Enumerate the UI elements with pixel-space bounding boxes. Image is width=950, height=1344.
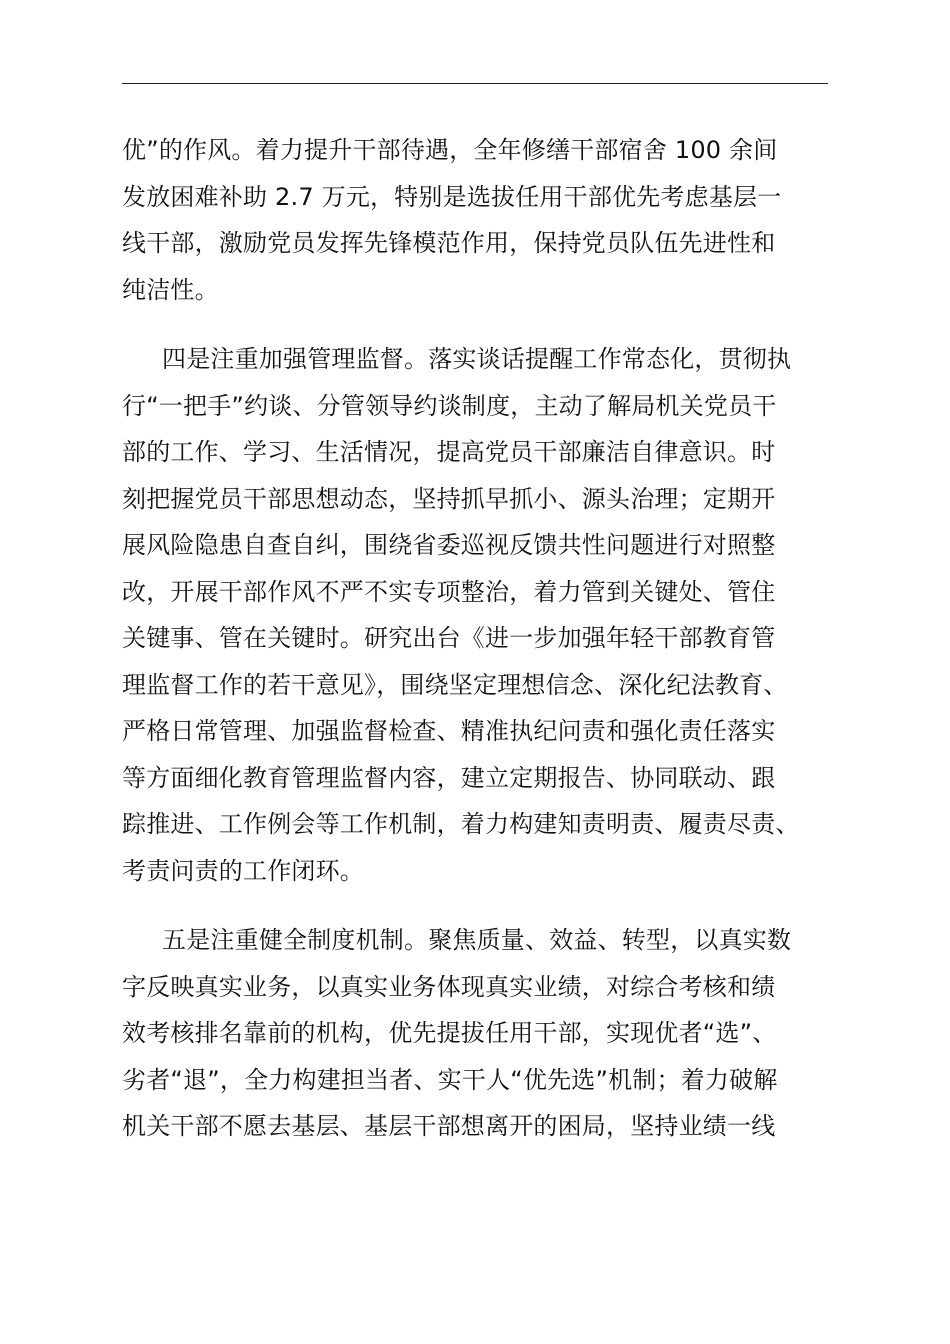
paragraph — [122, 127, 862, 313]
text-line: 等方面细化教育管理监督内容，建立定期报告、协同联动、跟 — [122, 763, 776, 792]
text-line: 机关干部不愿去基层、基层干部想离开的困局，坚持业绩一线 — [122, 1112, 776, 1140]
paragraph — [122, 336, 862, 894]
text-line: 字反映真实业务，以真实业务体现真实业绩，对综合考核和绩 — [122, 972, 776, 1001]
text-line: 踪推进、工作例会等工作机制，着力构建知责明责、履责尽责、 — [122, 810, 800, 838]
text-line: 纯洁性。 — [122, 275, 219, 304]
text-line: 关键事、管在关键时。研究出台《进一步加强年轻干部教育管 — [122, 624, 776, 652]
document-body — [122, 127, 862, 1173]
text-line: 部的工作、学习、生活情况，提高党员干部廉洁自律意识。时 — [122, 438, 776, 466]
text-line: 优”的作风。着力提升干部待遇，全年修缮干部宿舍 100 余间 — [122, 136, 778, 164]
text-line: 劣者“退”，全力构建担当者、实干人“优先选”机制；着力破解 — [122, 1065, 778, 1094]
paragraph — [122, 917, 862, 1150]
header-rule — [122, 83, 828, 84]
text-line: 四是注重加强管理监督。落实谈话提醒工作常态化，贯彻执 — [162, 345, 792, 373]
text-line: 严格日常管理、加强监督检查、精准执纪问责和强化责任落实 — [122, 717, 776, 745]
text-line: 五是注重健全制度机制。聚焦质量、效益、转型，以真实数 — [162, 926, 792, 954]
text-line: 行“一把手”约谈、分管领导约谈制度，主动了解局机关党员干 — [122, 391, 777, 420]
text-line: 线干部，激励党员发挥先锋模范作用，保持党员队伍先进性和 — [122, 229, 776, 257]
text-line: 发放困难补助 2.7 万元，特别是选拔任用干部优先考虑基层一 — [122, 182, 782, 211]
text-line: 效考核排名靠前的机构，优先提拔任用干部，实现优者“选”、 — [122, 1019, 777, 1047]
text-line: 考责问责的工作闭环。 — [122, 856, 364, 885]
text-line: 理监督工作的若干意见》，围绕坚定理想信念、深化纪法教育、 — [122, 670, 788, 699]
text-line: 展风险隐患自查自纠，围绕省委巡视反馈共性问题进行对照整 — [122, 531, 776, 559]
text-line: 刻把握党员干部思想动态，坚持抓早抓小、源头治理；定期开 — [122, 484, 776, 513]
text-line: 改，开展干部作风不严不实专项整治，着力管到关键处、管住 — [122, 577, 776, 606]
